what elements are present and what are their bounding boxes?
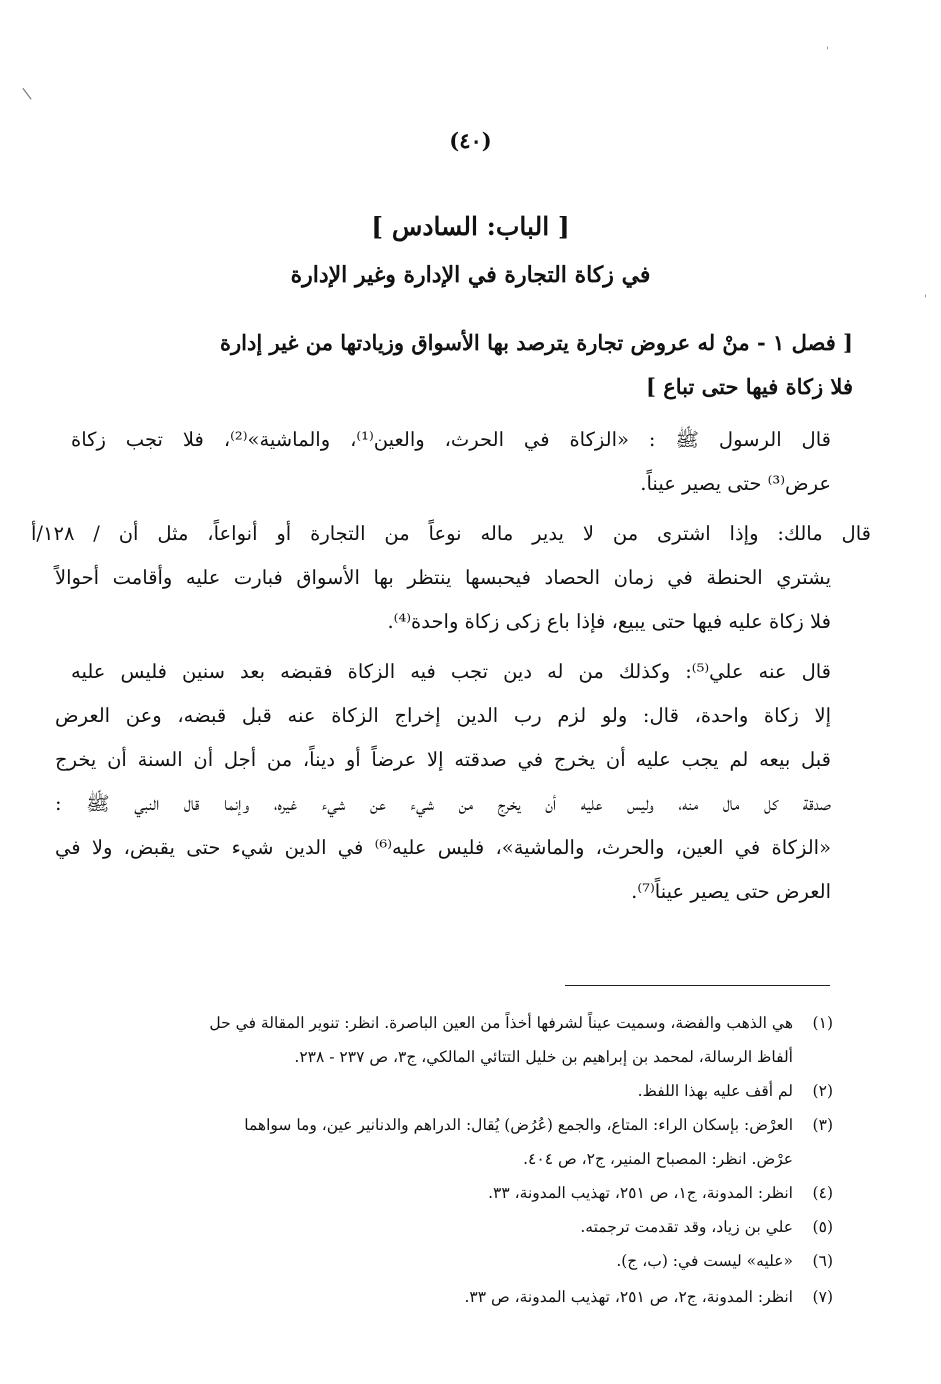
paragraph-line: قبل بيعه لم يجب عليه أن يخرج في صدقته إلا عرضاً أو ديناً، من أجل أن السنة أن يخرج bbox=[55, 748, 831, 771]
paragraph-line: العرض حتى يصير عيناً⁽⁷⁾. bbox=[631, 880, 831, 903]
paragraph-line: صدقة كل مال منه، وليس عليه أن يخرج من شيء عن شيء غيره، وإنما قال النبي ﷺ : bbox=[55, 792, 831, 815]
footnote bbox=[63, 1184, 833, 1202]
footnote-continuation: عرْض. انظر: المصباح المنير، ج٢، ص ٤٠٤. bbox=[523, 1150, 793, 1168]
chapter-subtitle: في زكاة التجارة في الإدارة وغير الإدارة bbox=[290, 262, 651, 288]
paragraph-line: قال مالك: وإذا اشترى من لا يدير ماله نوعاً من التجارة أو أنواعاً، مثل أن / ١٢٨/أ bbox=[31, 522, 871, 545]
footnote-number: (٢) bbox=[812, 1082, 833, 1100]
footnote bbox=[63, 1252, 833, 1270]
chapter-title: [ الباب: السادس ] bbox=[371, 212, 570, 241]
paragraph-line: يشتري الحنطة في زمان الحصاد فيحبسها ينتظر بها الأسواق فبارت عليه وأقامت أحوالاً bbox=[55, 566, 831, 589]
footnote bbox=[63, 1218, 833, 1236]
paragraph-line: إلا زكاة واحدة، قال: ولو لزم رب الدين إخراج الزكاة عنه قبل قبضه، وعن العرض bbox=[55, 704, 831, 727]
footnote-text: لم أقف عليه بهذا اللفظ. bbox=[637, 1082, 793, 1100]
stray-mark: ' bbox=[924, 294, 927, 305]
section-heading-line: فلا زكاة فيها حتى تباع ] bbox=[646, 374, 853, 399]
footnote-text: العرْض: بإسكان الراء: المتاع، والجمع (عُرُض) يُقال: الدراهم والدنانير عين، وما سواهما bbox=[244, 1116, 793, 1134]
footnote-continuation: ألفاظ الرسالة، لمحمد بن إبراهيم بن خليل التتائي المالكي، ج٣، ص ٢٣٧ - ٢٣٨. bbox=[294, 1048, 793, 1066]
footnote-number: (٧) bbox=[812, 1288, 833, 1306]
footnote bbox=[63, 1288, 833, 1306]
footnote-text: علي بن زياد، وقد تقدمت ترجمته. bbox=[580, 1218, 793, 1236]
stray-mark: / bbox=[17, 85, 37, 102]
footnote-number: (١) bbox=[812, 1014, 833, 1032]
page-number: (٤٠) bbox=[449, 128, 492, 153]
footnote-number: (٦) bbox=[812, 1252, 833, 1270]
footnote bbox=[63, 1116, 833, 1134]
footnote-text: «عليه» ليست في: (ب، ج). bbox=[616, 1252, 793, 1270]
footnote-number: (٤) bbox=[812, 1184, 833, 1202]
paragraph-line: عرض⁽³⁾ حتى يصير عيناً. bbox=[640, 472, 831, 495]
footnote-number: (٣) bbox=[812, 1116, 833, 1134]
paragraph-line: فلا زكاة عليه فيها حتى يبيع، فإذا باع زكى زكاة واحدة⁽⁴⁾. bbox=[387, 610, 831, 633]
section-heading-line: [ فصل ١ - منْ له عروض تجارة يترصد بها الأسواق وزيادتها من غير إدارة bbox=[220, 330, 853, 355]
footnote-text: انظر: المدونة، ج٢، ص ٢٥١، تهذيب المدونة، ص ٣٣. bbox=[464, 1288, 793, 1306]
stray-mark: ' bbox=[826, 46, 829, 57]
footnote-number: (٥) bbox=[812, 1218, 833, 1236]
paragraph-line: «الزكاة في العين، والحرث، والماشية»، فليس عليه⁽⁶⁾ في الدين شيء حتى يقبض، ولا في bbox=[55, 836, 831, 859]
footnote-text: انظر: المدونة، ج١، ص ٢٥١، تهذيب المدونة، ٣٣. bbox=[488, 1184, 793, 1202]
paragraph-line: قال عنه علي⁽⁵⁾: وكذلك من له دين تجب فيه الزكاة فقبضه بعد سنين فليس عليه bbox=[71, 660, 832, 683]
footnote bbox=[63, 1082, 833, 1100]
footnote-separator bbox=[565, 985, 830, 986]
paragraph-line: قال الرسول ﷺ : «الزكاة في الحرث، والعين⁽¹⁾، والماشية»⁽²⁾، فلا تجب زكاة bbox=[71, 428, 831, 451]
footnote-text: هي الذهب والفضة، وسميت عيناً لشرفها أخذاً من العين الباصرة. انظر: تنوير المقالة في حل bbox=[209, 1014, 793, 1032]
footnote bbox=[63, 1014, 833, 1032]
